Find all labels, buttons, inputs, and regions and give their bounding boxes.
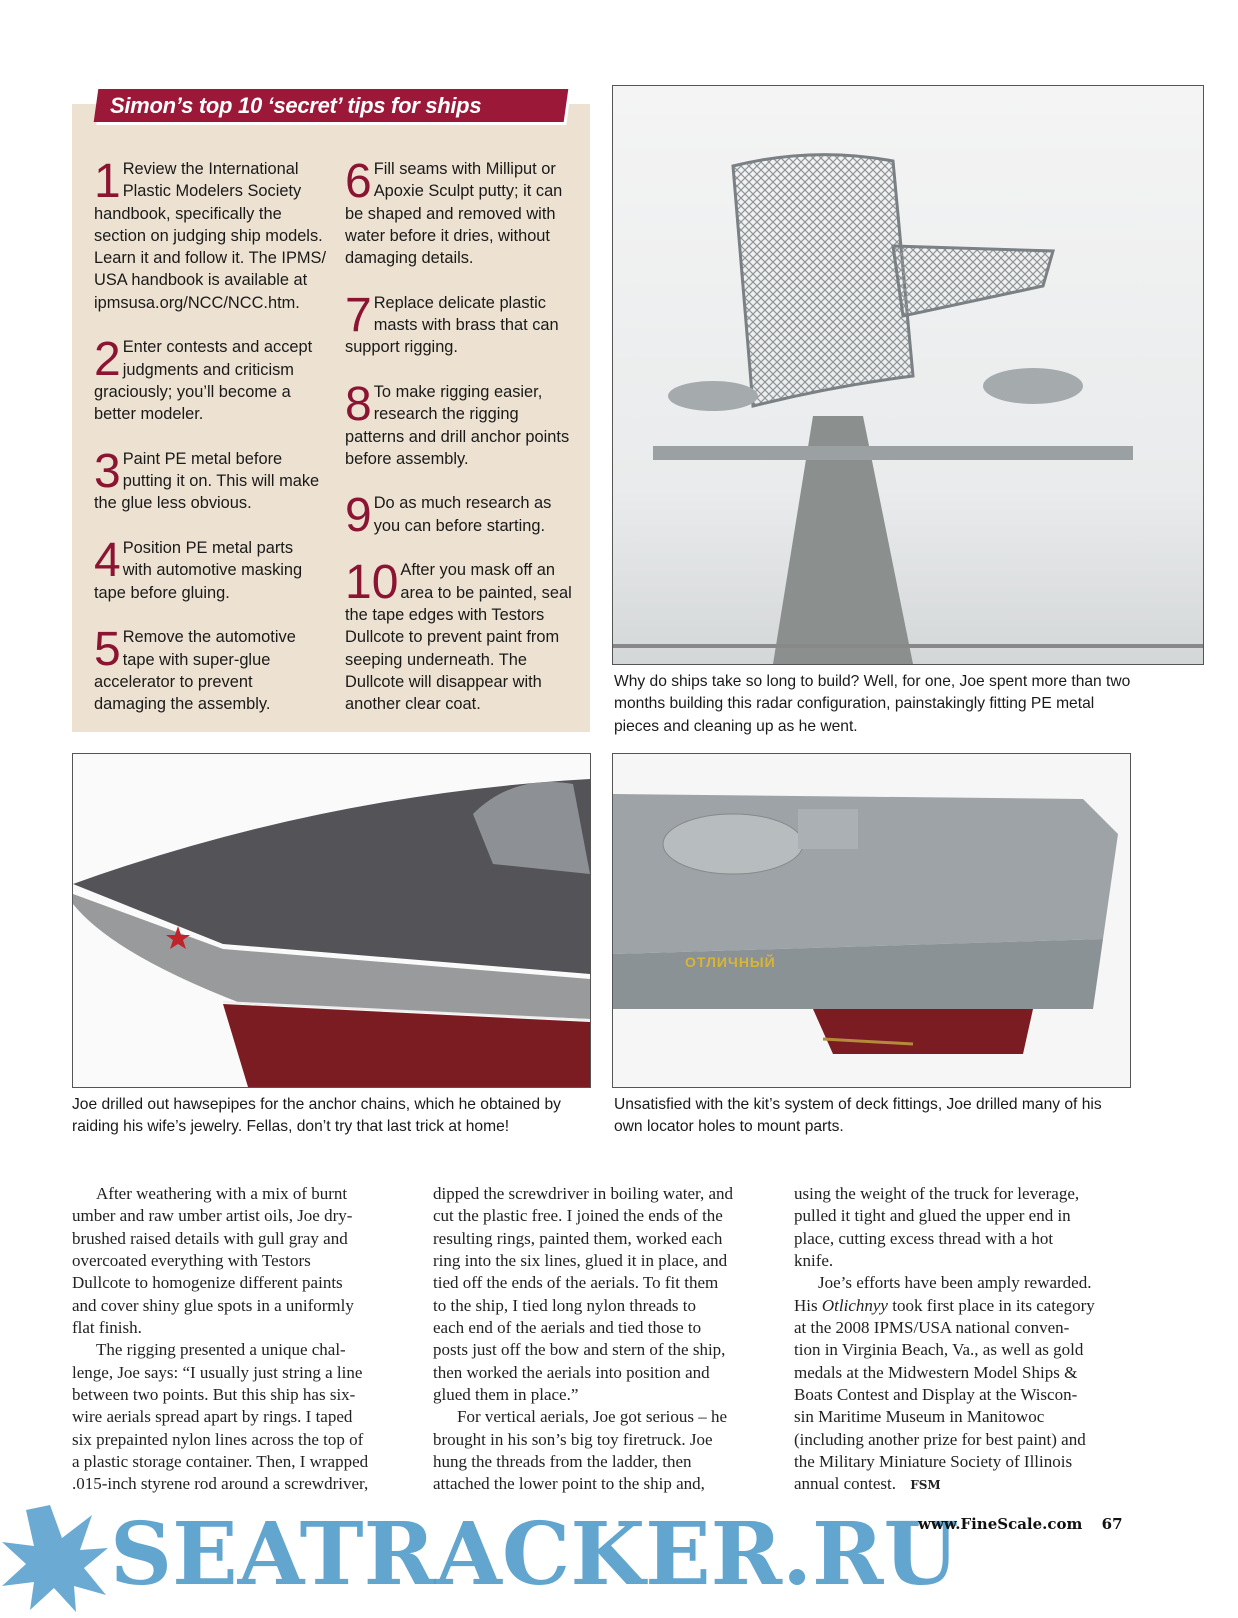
body-line: annual contest. FSM — [794, 1474, 941, 1494]
body-line: a plastic storage container. Then, I wrapped — [72, 1452, 369, 1472]
starburst-icon — [2, 1505, 108, 1612]
body-line: ring into the six lines, glued it in place, and — [433, 1251, 728, 1271]
body-column-1 — [72, 1183, 368, 1496]
body-line: tion in Virginia Beach, Va., as well as gold — [794, 1340, 1084, 1360]
tip-text: Position PE metal parts with automotive masking tape before gluing. — [94, 539, 303, 602]
body-line: (including another prize for best paint) and — [794, 1429, 1086, 1449]
body-line: then worked the aerials into position and — [433, 1362, 710, 1382]
body-line: Joe’s efforts have been amply rewarded. — [818, 1273, 1092, 1293]
body-line: umber and raw umber artist oils, Joe dry- — [72, 1206, 353, 1226]
tip-item — [345, 155, 577, 269]
body-line: cut the plastic free. I joined the ends of the — [433, 1206, 723, 1226]
bow-caption: Joe drilled out hawsepipes for the anchor chains, which he obtained by raiding his wife’s jewelry. Fellas, don’t try that last trick at home! — [72, 1096, 561, 1136]
body-line: place, cutting excess thread with a hot — [794, 1228, 1054, 1248]
tip-text: Remove the automotive tape with super-glue accelerator to prevent damaging the assembly. — [94, 628, 296, 714]
tips-title: Simon’s top 10 ‘secret’ tips for ships — [110, 93, 482, 118]
body-column-3 — [794, 1183, 1095, 1497]
body-line: and cover shiny glue spots in a uniformly — [72, 1295, 354, 1315]
tips-column-left — [94, 155, 327, 738]
watermark-starburst — [0, 1500, 110, 1613]
stern-illustration — [613, 754, 1130, 1087]
tip-text: Review the International Plastic Modelers Society handbook, specifically the section on judging ship models. Learn it and follow it. The IPMS/ USA handbook is available at ipmsusa.org/NCC/NCC.htm. — [94, 160, 327, 312]
body-line: six prepainted nylon lines across the top of — [72, 1429, 364, 1449]
body-line: dipped the screwdriver in boiling water, and — [433, 1184, 734, 1203]
watermark-text: SEATRACKER.RU — [110, 1504, 959, 1605]
tip-item — [94, 333, 326, 425]
body-line: The rigging presented a unique chal- — [96, 1340, 346, 1360]
tip-item — [94, 444, 326, 515]
tip-item — [345, 288, 577, 359]
body-line: brought in his son’s big toy firetruck. Joe — [433, 1429, 713, 1449]
radar-mast-photo — [612, 85, 1204, 665]
tip-number: 10 — [345, 556, 399, 610]
body-line: medals at the Midwestern Model Ships & — [794, 1362, 1078, 1382]
tip-number: 9 — [345, 489, 372, 543]
body-line: Boats Contest and Display at the Wiscon- — [794, 1385, 1078, 1405]
tip-text: Replace delicate plastic masts with brass that can support rigging. — [345, 293, 559, 357]
bow-photo — [72, 753, 591, 1088]
page-footer — [918, 1515, 1123, 1533]
body-line: .015-inch styrene rod around a screwdriver, — [72, 1474, 369, 1494]
tip-text: After you mask off an area to be painted, seal the tape edges with Testors Dullcote to prevent paint from seeping underneath. The Dullcote will disappear with another clear coat. — [345, 561, 572, 714]
body-line: attached the lower point to the ship and, — [433, 1474, 705, 1494]
page-number: 67 — [1101, 1515, 1123, 1533]
body-line: glued them in place.” — [433, 1385, 579, 1405]
tip-number: 7 — [345, 288, 372, 342]
body-line: using the weight of the truck for leverage, — [794, 1184, 1080, 1203]
tip-text: Enter contests and accept judgments and criticism graciously; you’ll become a better modeler. — [94, 338, 313, 424]
body-line: For vertical aerials, Joe got serious – he — [457, 1407, 728, 1427]
body-line: overcoated everything with Testors — [72, 1251, 311, 1271]
end-mark: FSM — [910, 1478, 941, 1493]
body-line: lenge, Joe says: “I usually just string a line — [72, 1362, 363, 1382]
body-line: hung the threads from the ladder, then — [433, 1452, 692, 1472]
body-line: posts just off the bow and stern of the ship, — [433, 1340, 726, 1360]
stern-caption: Unsatisfied with the kit’s system of deck fittings, Joe drilled many of his own locator holes to mount parts. — [614, 1096, 1102, 1136]
tip-number: 5 — [94, 623, 121, 677]
tip-item — [345, 489, 577, 543]
tips-column-right — [345, 155, 577, 738]
tip-number: 4 — [94, 534, 121, 588]
body-line: brushed raised details with gull gray and — [72, 1228, 348, 1248]
tip-text: Paint PE metal before putting it on. This will make the glue less obvious. — [94, 449, 320, 513]
body-line: tied off the ends of the aerials. To fit them — [433, 1273, 719, 1293]
radar-illustration — [613, 86, 1203, 664]
tip-number: 6 — [345, 155, 372, 208]
tip-text: Fill seams with Milliput or Apoxie Sculpt putty; it can be shaped and removed with water before it dries, without damaging details. — [345, 160, 563, 268]
body-line: each end of the aerials and tied those to — [433, 1318, 702, 1338]
tip-number: 2 — [94, 333, 121, 387]
ship-name: Otlichnyy — [821, 1295, 888, 1315]
body-line: resulting rings, painted them, worked each — [433, 1228, 723, 1248]
tip-item — [94, 534, 326, 604]
body-line: at the 2008 IPMS/USA national conven- — [794, 1318, 1070, 1338]
body-line: flat finish. — [72, 1318, 142, 1338]
tip-item — [94, 623, 326, 715]
body-line: the Military Miniature Society of Illinois — [794, 1452, 1073, 1472]
body-line: between two points. But this ship has six- — [72, 1385, 356, 1405]
body-line: Dullcote to homogenize different paints — [72, 1273, 343, 1293]
body-line: wire aerials spread apart by rings. I taped — [72, 1407, 353, 1427]
stern-photo — [612, 753, 1131, 1088]
body-column-2 — [433, 1183, 733, 1496]
body-line: knife. — [794, 1251, 834, 1271]
body-line: to the ship, I tied long nylon threads to — [433, 1295, 696, 1315]
tip-number: 8 — [345, 377, 372, 431]
bow-illustration — [73, 754, 590, 1087]
body-line: sin Maritime Museum in Manitowoc — [794, 1407, 1045, 1427]
tip-text: Do as much research as you can before starting. — [373, 494, 552, 535]
body-line: pulled it tight and glued the upper end in — [794, 1206, 1071, 1226]
tip-number: 3 — [94, 444, 121, 498]
radar-caption: Why do ships take so long to build? Well, for one, Joe spent more than two months building this radar configuration, painstakingly fitting PE metal pieces and cleaning up as he went. — [614, 673, 1131, 735]
body-line: His Otlichnyy took first place in its category — [794, 1295, 1095, 1315]
tip-text: To make rigging easier, research the rigging patterns and drill anchor points before assembly. — [345, 382, 570, 468]
footer-url[interactable]: www.FineScale.com — [918, 1515, 1083, 1533]
hull-name: ОТЛИЧНЫЙ — [685, 954, 776, 970]
tip-item — [345, 377, 577, 470]
tip-number: 1 — [94, 155, 121, 208]
tip-item — [345, 556, 577, 715]
body-line: After weathering with a mix of burnt — [96, 1184, 348, 1203]
tip-item — [94, 155, 327, 314]
